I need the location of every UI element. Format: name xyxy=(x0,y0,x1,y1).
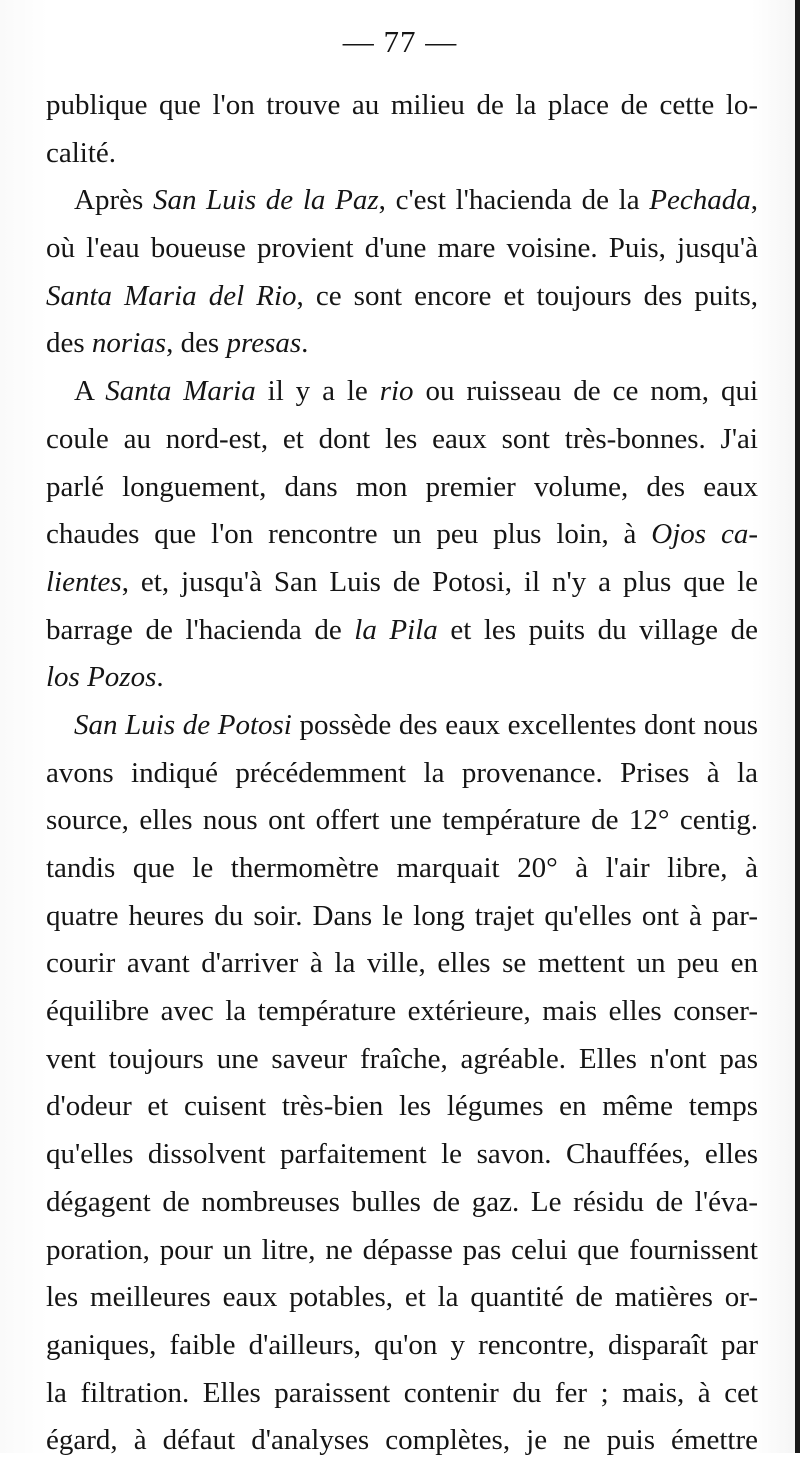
italic-text: la Pila xyxy=(354,613,438,646)
text-line xyxy=(46,416,758,464)
text-segment: ou ruisseau de ce nom, qui xyxy=(413,375,759,408)
text-line xyxy=(46,177,758,225)
text-line xyxy=(46,1322,758,1370)
italic-text: Ojos ca- xyxy=(651,518,758,551)
text-segment: A xyxy=(74,375,106,408)
text-segment: tandis que le thermomètre marquait 20° à l'air libre, à xyxy=(46,852,758,884)
text-line xyxy=(46,702,758,750)
text-segment: d'odeur et cuisent très-bien les légumes en même temps xyxy=(46,1090,758,1123)
text-segment: équilibre avec la température extérieure, mais elles conser- xyxy=(46,995,758,1028)
text-segment: courir avant d'arriver à la ville, elles se mettent un peu en xyxy=(46,947,758,980)
text-line xyxy=(46,511,758,559)
text-segment: dégagent de nombreuses bulles de gaz. Le résidu de l'éva- xyxy=(46,1185,758,1218)
text-line xyxy=(46,1274,758,1322)
text-segment: quatre heures du soir. Dans le long trajet qu'elles ont à par- xyxy=(46,899,758,932)
text-segment: possède des eaux excellentes dont nous xyxy=(291,708,758,741)
text-line xyxy=(46,1131,758,1179)
text-line xyxy=(46,893,758,941)
text-segment: parlé longuement, dans mon premier volume, des eaux xyxy=(46,470,758,503)
page-number: — 77 — xyxy=(342,24,458,59)
text-segment: des xyxy=(46,327,92,360)
text-segment: , ce sont encore et toujours des puits, xyxy=(296,279,758,312)
text-line xyxy=(46,464,758,512)
text-segment: et les puits du village de xyxy=(437,613,758,646)
text-segment: publique que l'on trouve au milieu de la place de cette lo- xyxy=(46,89,758,121)
text-line xyxy=(46,130,758,178)
text-line xyxy=(46,273,758,321)
italic-text: rio xyxy=(379,375,414,408)
italic-text: Santa Maria del Rio xyxy=(46,279,297,312)
text-segment: poration, pour un litre, ne dépasse pas celui que fournissent xyxy=(46,1233,758,1266)
italic-text: San Luis de Potosi xyxy=(74,708,292,741)
text-segment: , xyxy=(750,184,758,217)
text-line xyxy=(46,1036,758,1084)
text-line xyxy=(46,988,758,1036)
text-line xyxy=(46,607,758,655)
text-segment: Après xyxy=(74,184,153,217)
text-segment: , et, jusqu'à San Luis de Potosi, il n'y a plus que le xyxy=(121,565,758,598)
text-segment: égard, à défaut d'analyses complètes, je ne puis émettre xyxy=(46,1424,758,1457)
text-line xyxy=(46,320,758,368)
italic-text: presas xyxy=(226,327,302,360)
text-segment: , des xyxy=(166,327,227,360)
italic-text: Santa Maria xyxy=(105,375,256,408)
text-line xyxy=(46,1179,758,1227)
text-segment: chaudes que l'on rencontre un peu plus loin, à xyxy=(46,518,652,551)
text-line xyxy=(46,368,758,416)
text-line xyxy=(46,845,758,893)
text-line xyxy=(46,797,758,845)
text-segment: il y a le xyxy=(255,375,380,408)
text-line xyxy=(46,654,758,702)
body-text xyxy=(46,82,758,1465)
text-segment: ganiques, faible d'ailleurs, qu'on y rencontre, disparaît par xyxy=(46,1328,758,1361)
text-segment: où l'eau boueuse provient d'une mare voisine. Puis, jusqu'à xyxy=(46,232,758,265)
text-segment: calité. xyxy=(46,136,117,169)
text-segment: vent toujours une saveur fraîche, agréable. Elles n'ont pas xyxy=(46,1042,758,1075)
text-line xyxy=(46,1417,758,1465)
text-segment: avons indiqué précédemment la provenance. Prises à la xyxy=(46,756,758,789)
text-line xyxy=(46,1370,758,1418)
text-segment: la filtration. Elles paraissent contenir du fer ; mais, à cet xyxy=(46,1376,758,1409)
text-segment: les meilleures eaux potables, et la quantité de matières or- xyxy=(46,1281,758,1314)
italic-text: lientes xyxy=(46,565,122,598)
text-segment: coule au nord-est, et dont les eaux sont très-bonnes. J'ai xyxy=(46,422,758,455)
text-segment: . xyxy=(301,327,309,360)
text-segment: barrage de l'hacienda de xyxy=(46,613,355,646)
italic-text: norias xyxy=(91,327,167,360)
italic-text: Pechada xyxy=(649,184,751,217)
text-segment: qu'elles dissolvent parfaitement le savon. Chauffées, elles xyxy=(46,1138,758,1171)
text-segment: source, elles nous ont offert une température de 12° centig. xyxy=(46,804,758,837)
text-line xyxy=(46,225,758,273)
italic-text: San Luis de la Paz xyxy=(152,184,379,217)
text-segment: . xyxy=(156,661,164,694)
text-line xyxy=(46,82,758,130)
text-line xyxy=(46,1227,758,1275)
text-line xyxy=(46,1083,758,1131)
page-edge-border xyxy=(795,0,800,1453)
text-line xyxy=(46,940,758,988)
text-line xyxy=(46,559,758,607)
italic-text: los Pozos xyxy=(46,661,157,694)
text-line xyxy=(46,750,758,798)
text-segment: , c'est l'hacienda de la xyxy=(378,184,650,217)
